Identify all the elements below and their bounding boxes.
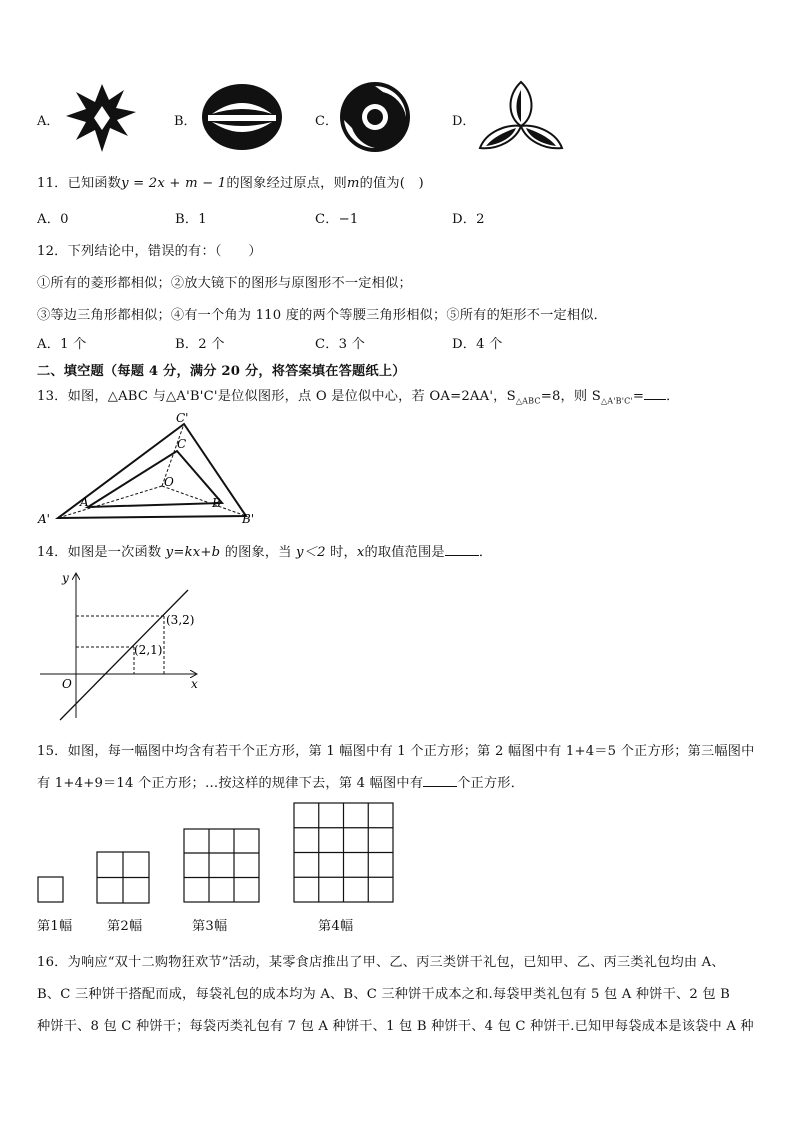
q15-grid-4 (293, 802, 395, 904)
q14-var: x (356, 545, 365, 560)
q14-text-d: 的取值范围是 (364, 545, 445, 560)
q12-option-c: C．3 个 (315, 337, 366, 352)
q11-middle: 的图象经过原点，则 (226, 176, 347, 191)
q14-point-2-1: (2,1) (134, 643, 163, 657)
q11-option-a: A．0 (37, 212, 69, 227)
q14-formula: y=kx+b (165, 545, 221, 560)
q12-stem: 12．下列结论中，错误的有：（ ） (37, 244, 262, 259)
q16-line3: 种饼干、8 包 C 种饼干；每袋丙类礼包有 7 包 A 种饼干、1 包 B 种饼干、4 包 C 种饼干.已知甲每袋成本是该袋中 A 种 (37, 1019, 754, 1034)
q13-label-a: A (80, 495, 89, 509)
q15-caption-3: 第3幅 (192, 919, 228, 934)
q11-var: m (346, 176, 360, 191)
q15-grid-2 (96, 851, 152, 905)
q11-option-b: B．1 (175, 212, 207, 227)
q13-label-a-prime: A' (38, 512, 50, 526)
q11-option-c: C．−1 (315, 212, 359, 227)
q12-line2: ③等边三角形都相似；④有一个角为 110 度的两个等腰三角形相似；⑤所有的矩形不一定相似． (37, 308, 608, 323)
q13-sub2: △A'B'C' (600, 396, 633, 406)
swirl-circle-icon (338, 80, 412, 154)
q15-line1: 15．如图，每一幅图中均含有若干个正方形，第 1 幅图中有 1 个正方形；第 2 幅图中有 1+4＝5 个正方形；第三幅图中 (37, 744, 755, 759)
q14-text-b: 的图象，当 (220, 545, 297, 560)
q15-grid-3 (183, 828, 261, 904)
q15-grid-1 (37, 876, 65, 904)
q11-option-d: D．2 (452, 212, 485, 227)
q13-label-c-prime: C' (176, 411, 189, 425)
q14-point-3-2: (3,2) (166, 613, 195, 627)
q10-option-c-label: C． (315, 114, 338, 129)
q16-line2: B、C 三种饼干搭配而成，每袋礼包的成本均为 A、B、C 三种饼干成本之和.每袋甲类礼包有 5 包 A 种饼干、2 包 B (37, 987, 731, 1002)
q16-line1: 16．为响应“双十二购物狂欢节”活动，某零食店推出了甲、乙、丙三类饼干礼包，已知甲、乙、丙三类礼包均由 A、 (37, 955, 725, 970)
q13-text-d: ． (666, 389, 680, 404)
q12-line1: ①所有的菱形都相似；②放大镜下的图形与原图形不一定相似； (37, 276, 412, 291)
q13-stem (37, 385, 680, 406)
q14-x-label: x (191, 677, 198, 691)
q14-answer-blank[interactable] (445, 543, 479, 556)
q14-graph (36, 570, 206, 720)
q13-text-a: 13．如图，△ABC 与△A'B'C'是位似图形，点 O 是位似中心，若 OA=2AA'，S (37, 389, 516, 404)
q13-figure (36, 410, 266, 530)
q12-option-b: B．2 个 (175, 337, 225, 352)
section-title: 二、填空题（每题 4 分，满分 20 分，将答案填在答题纸上） (37, 364, 406, 379)
q14-stem (37, 541, 492, 560)
q11-formula: y = 2x + m − 1 (121, 176, 227, 191)
q13-text-b: =8，则 S (540, 389, 601, 404)
q14-condition: y＜2 (296, 545, 326, 560)
q15-answer-blank[interactable] (423, 774, 457, 787)
q15-line2-b: 个正方形． (457, 776, 525, 791)
q10-option-b-label: B． (174, 114, 197, 129)
q14-text-e: ． (478, 545, 493, 560)
q11-suffix: 的值为( ) (359, 176, 424, 191)
q10-option-d-label: D． (452, 114, 476, 129)
q13-sub1: △ABC (515, 396, 541, 406)
q15-line2-a: 有 1+4+9＝14 个正方形；…按这样的规律下去，第 4 幅图中有 (37, 776, 424, 791)
q15-caption-1: 第1幅 (37, 919, 73, 934)
q14-text-c: 时， (325, 545, 357, 560)
q15-line2 (37, 772, 524, 791)
split-ring-icon (200, 82, 284, 152)
q14-text-a: 14．如图是一次函数 (37, 545, 166, 560)
q13-label-b: B (212, 496, 221, 510)
q15-caption-4: 第4幅 (318, 919, 354, 934)
q14-y-label: y (62, 571, 69, 585)
three-petal-knot-icon (476, 76, 566, 156)
q15-caption-2: 第2幅 (107, 919, 143, 934)
q13-label-o: O (164, 475, 174, 489)
q10-option-a-label: A． (37, 114, 60, 129)
q13-label-c: C (177, 437, 187, 451)
q13-small-triangle (88, 451, 222, 507)
q12-option-d: D．4 个 (452, 337, 503, 352)
q11-prefix: 11．已知函数 (37, 176, 122, 191)
q13-text-c: = (632, 389, 645, 404)
q14-graph-line (60, 590, 188, 720)
q11-stem (37, 172, 424, 191)
q14-origin-label: O (62, 677, 72, 691)
q12-option-a: A．1 个 (37, 337, 87, 352)
q13-answer-blank[interactable] (644, 387, 666, 400)
q13-label-b-prime: B' (242, 512, 255, 526)
four-star-pinwheel-icon (62, 78, 142, 158)
